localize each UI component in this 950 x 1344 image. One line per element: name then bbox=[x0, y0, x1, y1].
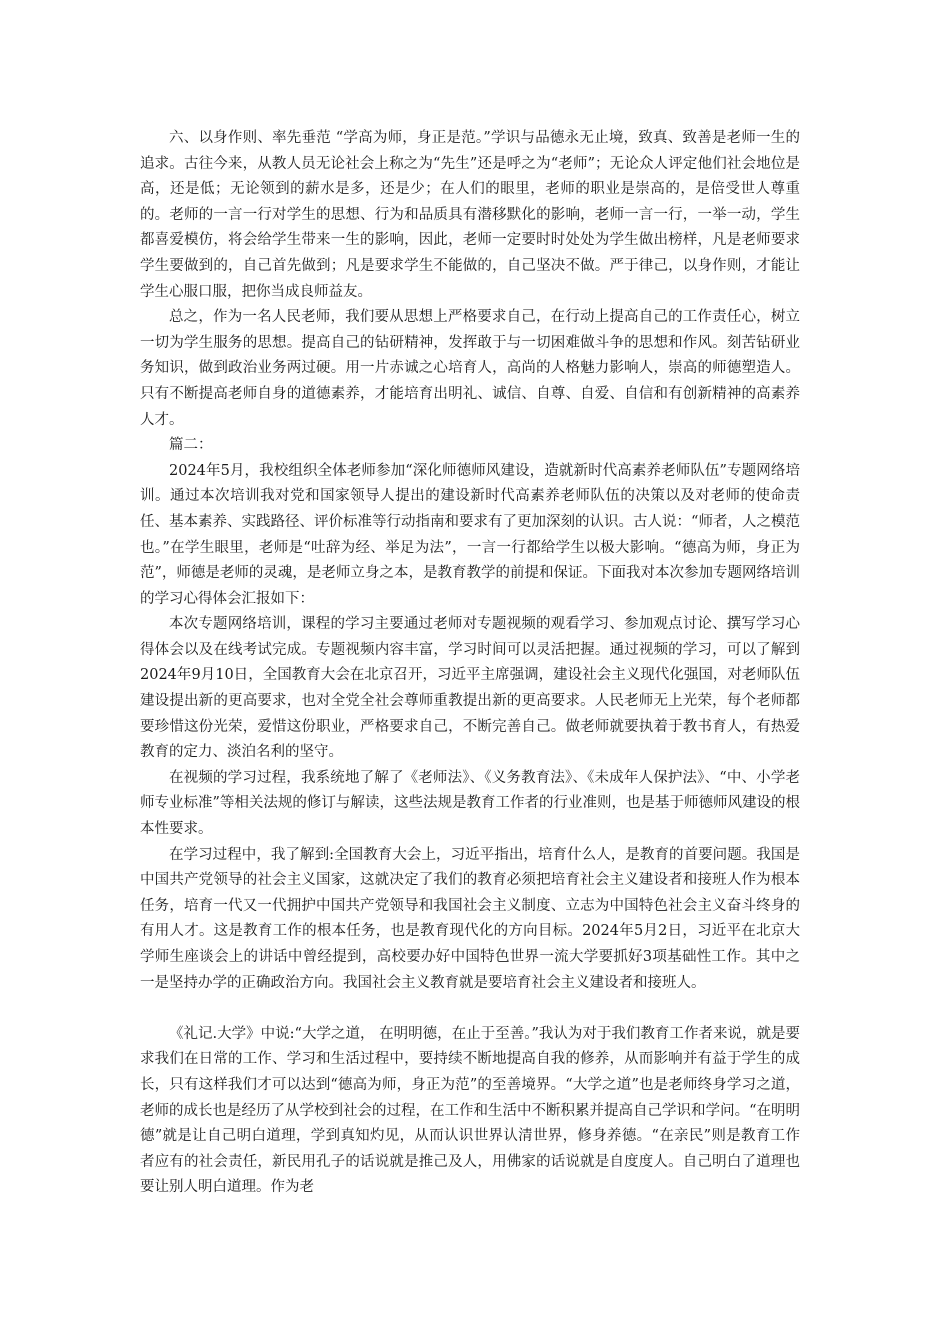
paragraph-summary: 总之，作为一名人民老师，我们要从思想上严格要求自己，在行动上提高自己的工作责任心，树立一切为学生服务的思想。提高自己的钻研精神，发挥敢于与一切困难做斗争的思想和作风。刻苦钻研业务知识，做到政治业务两过硬。用一片赤诚之心培育人，高尚的人格魅力影响人，崇高的师德塑造人。只有不断提高老师自身的道德素养，才能培育出明礼、诚信、自尊、自爱、自信和有创新精神的高素养人才。 bbox=[140, 309, 800, 428]
document-body bbox=[140, 126, 800, 1201]
paragraph-great-learning: 《礼记.大学》中说:“大学之道， 在明明德，在止于至善。”我认为对于我们教育工作者来说，就是要求我们在日常的工作、学习和生活过程中，要持续不断地提高自我的修养，从而影响并有益于学生的成长，只有这样我们才可以达到“德高为师，身正为范”的至善境界。“大学之道”也是老师终身学习之道，老师的成长也是经历了从学校到社会的过程，在工作和生活中不断积累并提高自己学识和学问。“在明明德”就是让自己明白道理，学到真知灼见，从而认识世界认清世界，修身养德。“在亲民”则是教育工作者应有的社会责任，新民用孔子的话说就是推己及人，用佛家的话说就是自度度人。自己明白了道理也要让别人明白道理。作为老 bbox=[140, 1025, 800, 1196]
paragraph-role-model: 六、以身作则、率先垂范 “学高为师，身正是范。”学识与品德永无止境，致真、致善是老师一生的追求。古往今来，从教人员无论社会上称之为“先生”还是呼之为“老师”；无论众人评定他们社会地位是高，还是低；无论领到的薪水是多，还是少；在人们的眼里，老师的职业是崇高的，是倍受世人尊重的。老师的一言一行对学生的思想、行为和品质具有潜移默化的影响，老师一言一行，一举一动，学生都喜爱模仿，将会给学生带来一生的影响，因此，老师一定要时时处处为学生做出榜样，凡是老师要求学生要做到的，自己首先做到；凡是要求学生不能做的，自己坚决不做。严于律己，以身作则，才能让学生心服口服，把你当成良师益友。 bbox=[140, 130, 800, 300]
section-heading-part-two: 篇二： bbox=[169, 437, 213, 454]
paragraph-gap bbox=[140, 996, 800, 1022]
paragraph-training-intro: 2024年5月，我校组织全体老师参加“深化师德师风建设，造就新时代高素养老师队伍”专题网络培训。通过本次培训我对党和国家领导人提出的建设新时代高素养老师队伍的决策以及对老师的使命责任、基本素养、实践路径、评价标准等行动指南和要求有了更加深刻的认识。古人说：“师者，人之模范也。”在学生眼里，老师是“吐辞为经、举足为法”，一言一行都给学生以极大影响。“德高为师，身正为范”，师德是老师的灵魂，是老师立身之本，是教育教学的前提和保证。下面我对本次参加专题网络培训的学习心得体会汇报如下： bbox=[140, 462, 800, 607]
paragraph-training-course: 本次专题网络培训，课程的学习主要通过老师对专题视频的观看学习、参加观点讨论、撰写学习心得体会以及在线考试完成。专题视频内容丰富，学习时间可以灵活把握。通过视频的学习，可以了解到2024年9月10日，全国教育大会在北京召开，习近平主席强调，建设社会主义现代化强国，对老师队伍建设提出新的更高要求，也对全党全社会尊师重教提出新的更高要求。人民老师无上光荣，每个老师都要珍惜这份光荣，爱惜这份职业，严格要求自己，不断完善自己。做老师就要执着于教书育人，有热爱教育的定力、淡泊名利的坚守。 bbox=[140, 616, 800, 761]
paragraph-education-goal: 在学习过程中，我了解到:全国教育大会上，习近平指出，培育什么人，是教育的首要问题。我国是中国共产党领导的社会主义国家，这就决定了我们的教育必须把培育社会主义建设者和接班人作为根本任务，培育一代又一代拥护中国共产党领导和我国社会主义制度、立志为中国特色社会主义奋斗终身的有用人才。这是教育工作的根本任务，也是教育现代化的方向目标。2024年5月2日，习近平在北京大学师生座谈会上的讲话中曾经提到，高校要办好中国特色世界一流大学要抓好3项基础性工作。其中之一是坚持办学的正确政治方向。我国社会主义教育就是要培育社会主义建设者和接班人。 bbox=[140, 846, 800, 991]
paragraph-laws: 在视频的学习过程，我系统地了解了《老师法》、《义务教育法》、《未成年人保护法》、“中、小学老师专业标准”等相关法规的修订与解读，这些法规是教育工作者的行业准则，也是基于师德师风建设的根本性要求。 bbox=[140, 769, 800, 838]
